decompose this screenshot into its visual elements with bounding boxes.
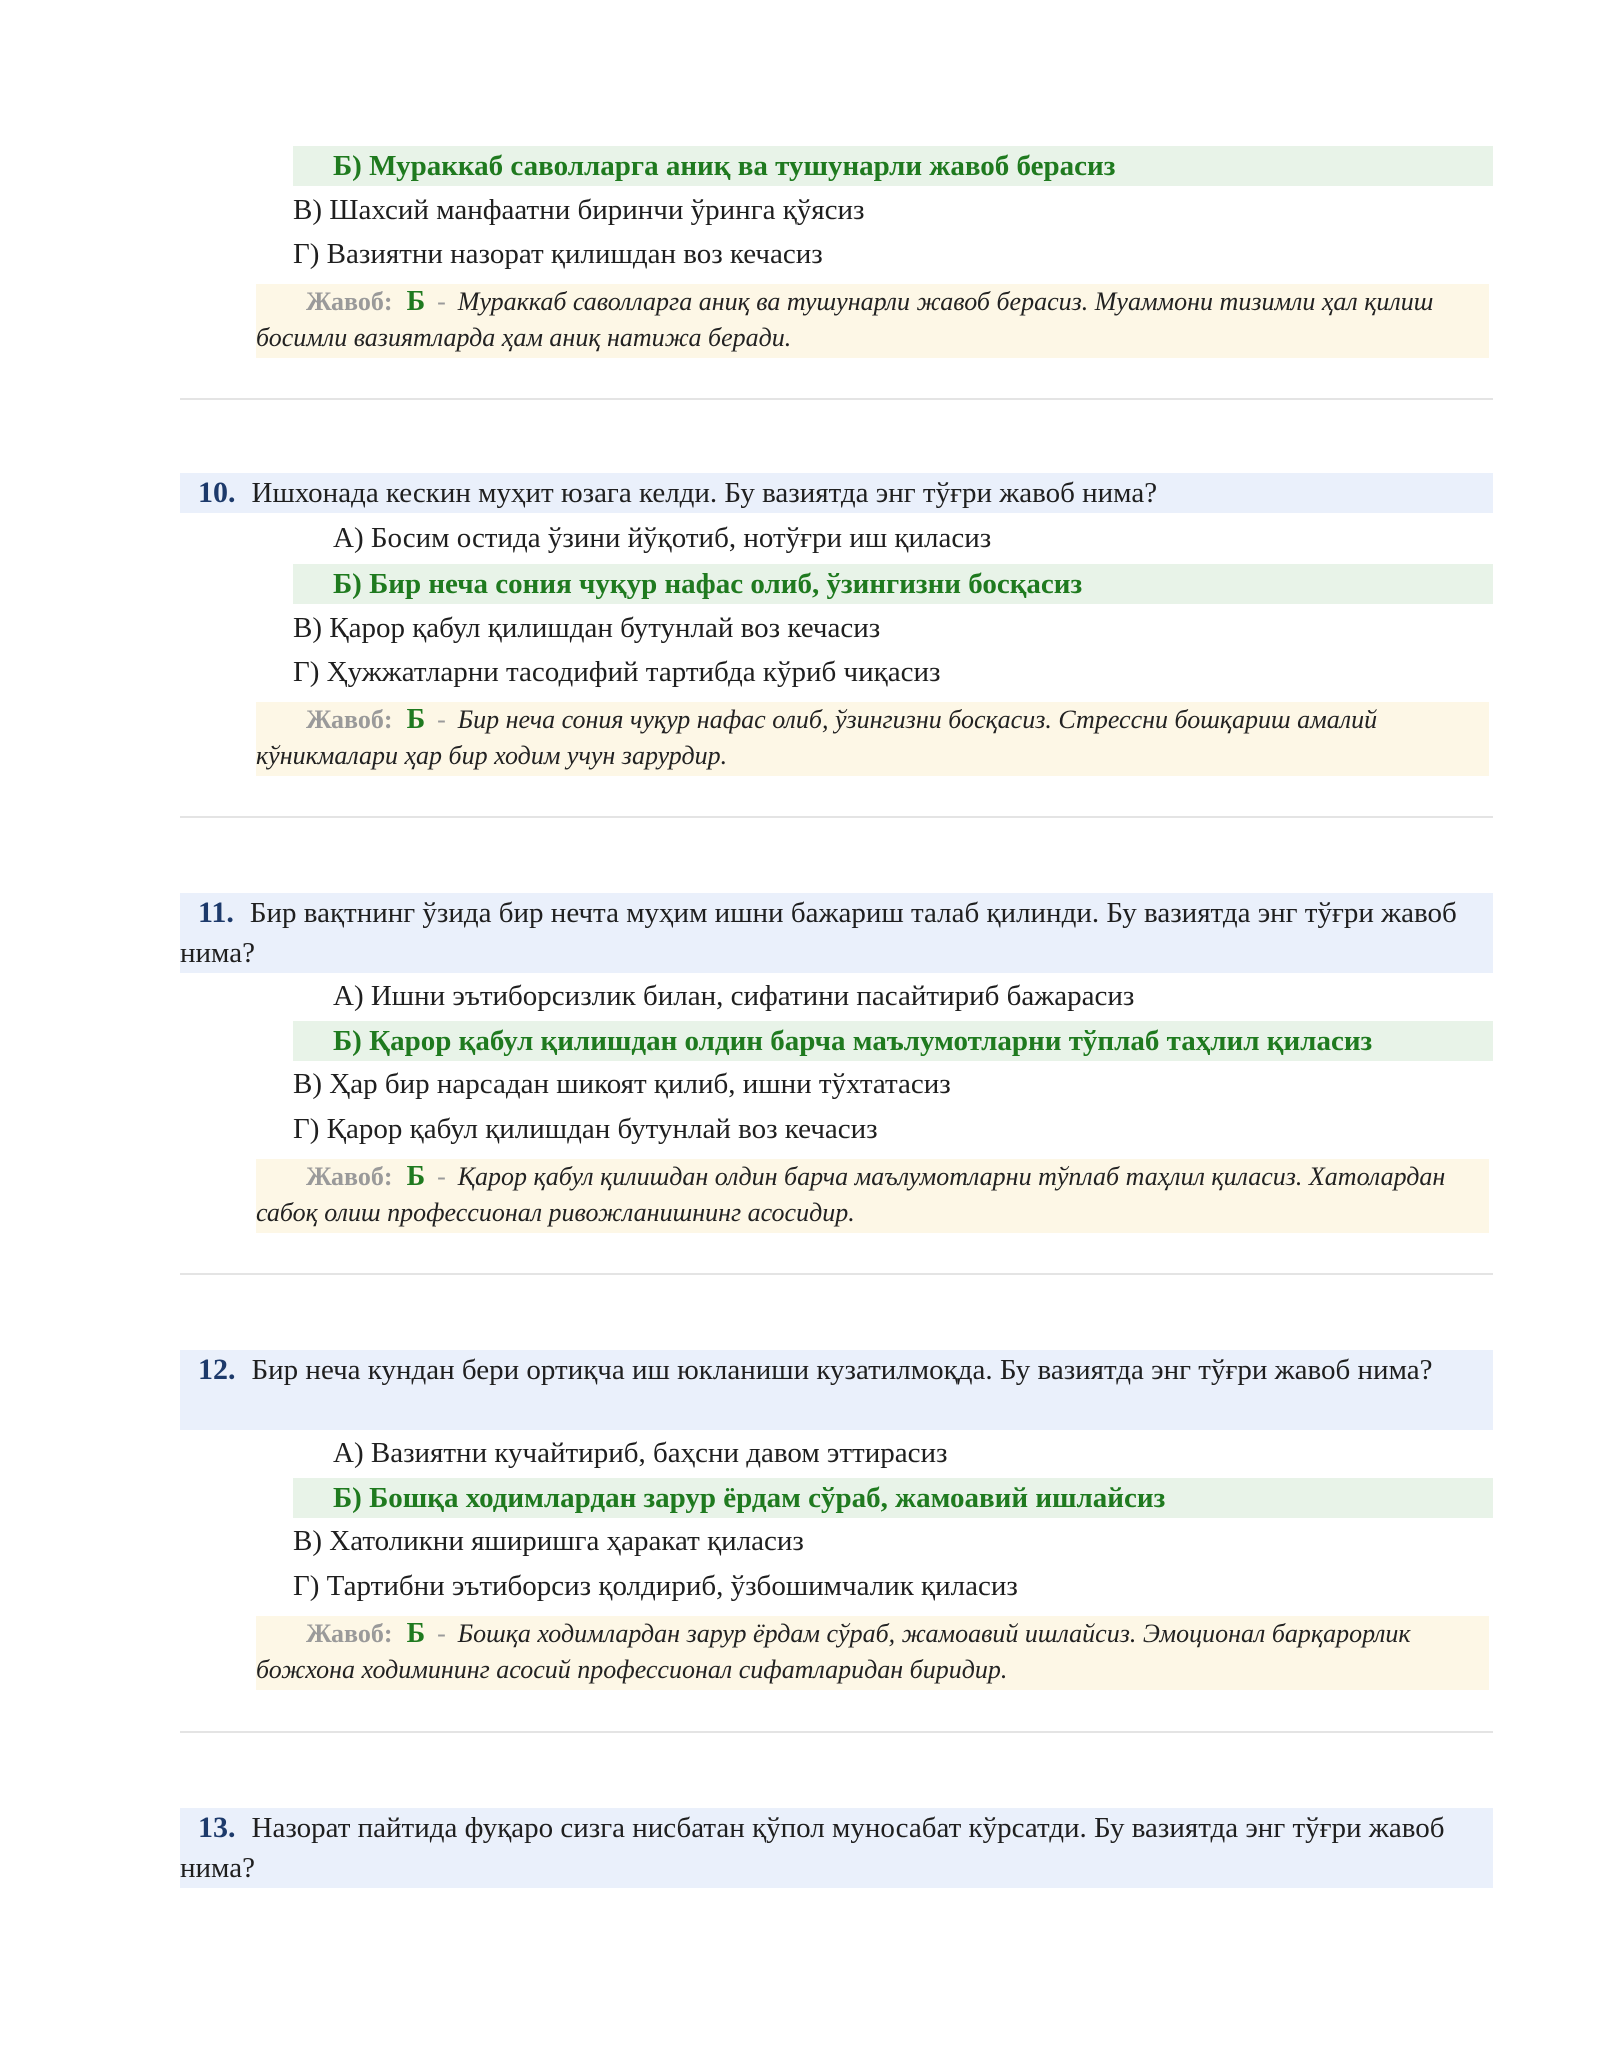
q9-option-g: Г) Вазиятни назорат қилишдан воз кечасиз	[293, 238, 823, 270]
q9-option-v: В) Шахсий манфаатни биринчи ўринга қўясиз	[293, 194, 865, 226]
q9-option-b-correct: Б) Мураккаб саволларга аниқ ва тушунарли жавоб берасиз	[293, 146, 1493, 186]
question-text: Бир вақтнинг ўзида бир нечта муҳим ишни бажариш талаб қилинди. Бу вазиятда энг тўғри жавоб нима?	[180, 897, 1457, 969]
question-10	[180, 473, 1493, 513]
question-number: 13.	[198, 1811, 236, 1844]
q12-answer-box	[256, 1616, 1489, 1690]
answer-letter: Б	[406, 1161, 426, 1192]
question-text: Ишхонада кескин муҳит юзага келди. Бу вазиятда энг тўғри жавоб нима?	[251, 477, 1158, 509]
answer-letter: Б	[406, 1618, 426, 1649]
q12-option-b-correct: Б) Бошқа ходимлардан зарур ёрдам сўраб, жамоавий ишлайсиз	[293, 1478, 1493, 1518]
question-12	[180, 1350, 1493, 1430]
answer-text: Бошқа ходимлардан зарур ёрдам сўраб, жамоавий ишлайсиз. Эмоционал барқарорлик божхона ходимининг асосий профессионал сифатларидан биридир.	[256, 1619, 1411, 1684]
answer-letter: Б	[406, 286, 426, 317]
q11-option-v: В) Ҳар бир нарсадан шикоят қилиб, ишни тўхтатасиз	[293, 1068, 951, 1100]
question-text: Бир неча кундан бери ортиқча иш юкланиши кузатилмоқда. Бу вазиятда энг тўғри жавоб нима?	[251, 1354, 1433, 1386]
answer-text: Қарор қабул қилишдан олдин барча маълумотларни тўплаб таҳлил қиласиз. Хатолардан сабоқ олиш профессионал ривожланишнинг асосидир.	[256, 1162, 1446, 1227]
q11-option-b-correct: Б) Қарор қабул қилишдан олдин барча маълумотларни тўплаб таҳлил қиласиз	[293, 1021, 1493, 1061]
answer-letter: Б	[406, 704, 426, 735]
answer-dash: -	[437, 287, 446, 316]
q9-answer-box	[256, 284, 1489, 358]
separator	[180, 398, 1493, 400]
question-number: 12.	[198, 1353, 236, 1386]
separator	[180, 1731, 1493, 1733]
answer-dash: -	[437, 1162, 446, 1191]
q10-option-g: Г) Ҳужжатларни тасодифий тартибда кўриб чиқасиз	[293, 656, 941, 688]
q10-option-a: А) Босим остида ўзини йўқотиб, нотўғри иш қиласиз	[333, 522, 992, 554]
answer-dash: -	[437, 705, 446, 734]
question-number: 11.	[198, 896, 234, 929]
answer-label: Жавоб:	[306, 1619, 393, 1648]
question-13	[180, 1808, 1493, 1888]
q11-option-g: Г) Қарор қабул қилишдан бутунлай воз кечасиз	[293, 1113, 878, 1145]
answer-label: Жавоб:	[306, 1162, 393, 1191]
answer-dash: -	[437, 1619, 446, 1648]
separator	[180, 1273, 1493, 1275]
answer-text: Мураккаб саволларга аниқ ва тушунарли жавоб берасиз. Муаммони тизимли ҳал қилиш босимли вазиятларда ҳам аниқ натижа беради.	[256, 287, 1434, 352]
answer-label: Жавоб:	[306, 287, 393, 316]
q12-option-v: В) Хатоликни яширишга ҳаракат қиласиз	[293, 1525, 804, 1557]
question-text: Назорат пайтида фуқаро сизга нисбатан қўпол муносабат кўрсатди. Бу вазиятда энг тўғри жавоб нима?	[180, 1812, 1445, 1884]
answer-text: Бир неча сония чуқур нафас олиб, ўзингизни босқасиз. Стрессни бошқариш амалий кўникмалари ҳар бир ходим учун зарурдир.	[256, 705, 1378, 770]
q10-option-v: В) Қарор қабул қилишдан бутунлай воз кечасиз	[293, 612, 881, 644]
q12-option-a: А) Вазиятни кучайтириб, баҳсни давом эттирасиз	[333, 1437, 948, 1469]
q11-option-a: А) Ишни эътиборсизлик билан, сифатини пасайтириб бажарасиз	[333, 980, 1135, 1012]
q10-answer-box	[256, 702, 1489, 776]
separator	[180, 816, 1493, 818]
question-number: 10.	[198, 476, 236, 509]
q10-option-b-correct: Б) Бир неча сония чуқур нафас олиб, ўзингизни босқасиз	[293, 564, 1493, 604]
q11-answer-box	[256, 1159, 1489, 1233]
answer-label: Жавоб:	[306, 705, 393, 734]
question-11	[180, 893, 1493, 973]
q12-option-g: Г) Тартибни эътиборсиз қолдириб, ўзбошимчалик қиласиз	[293, 1570, 1018, 1602]
